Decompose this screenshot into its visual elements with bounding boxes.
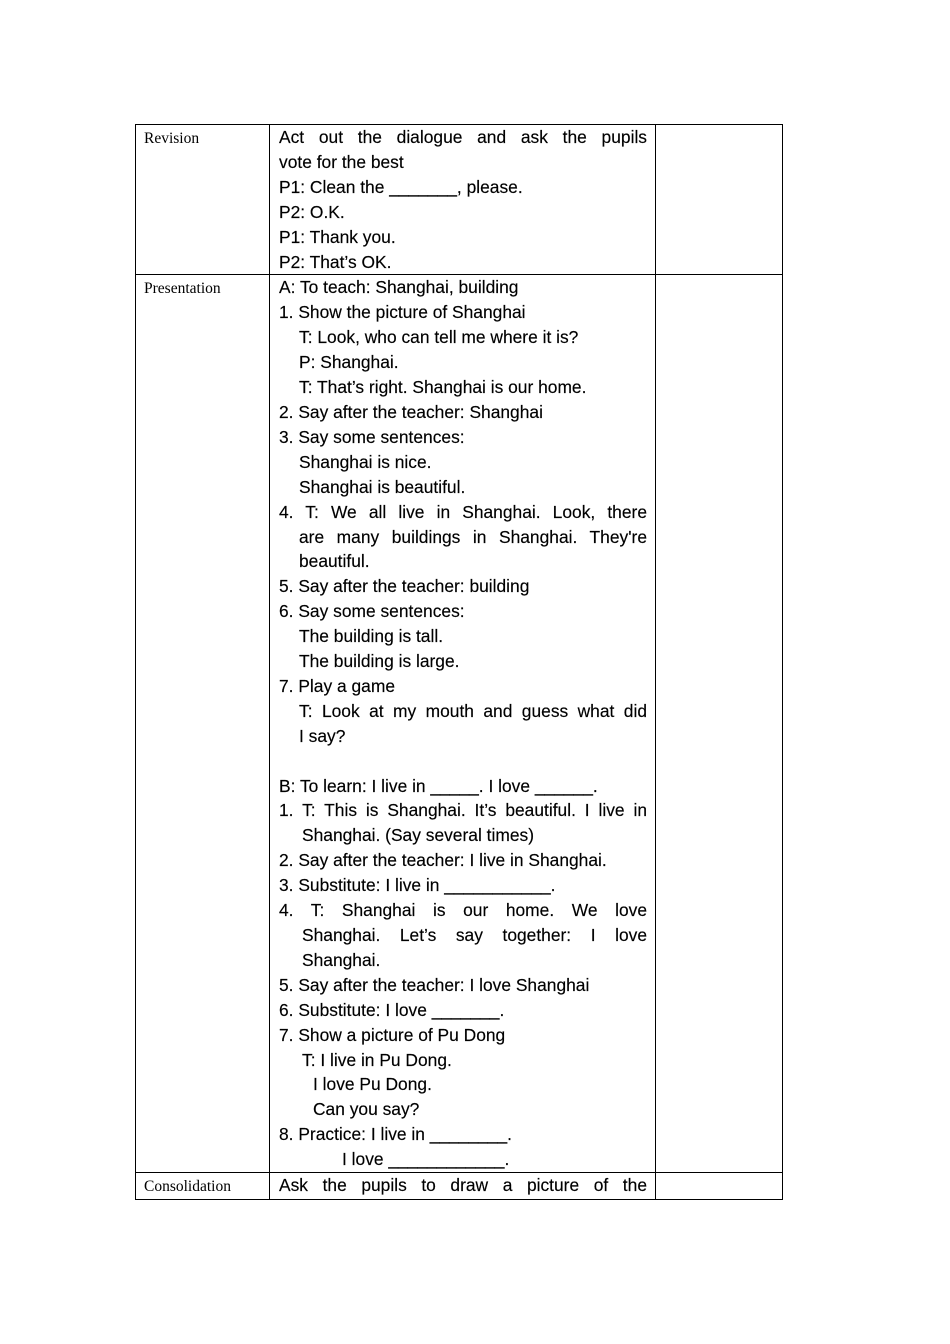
text-line: 2. Say after the teacher: Shanghai [279, 401, 543, 422]
stage-cell [136, 1173, 270, 1200]
text-line: 3. Say some sentences: [279, 426, 465, 447]
text-line: P1: Thank you. [279, 226, 396, 247]
notes-cell [656, 275, 783, 1173]
text-line: 1. T: This is Shanghai. It’s beautiful. I live in [279, 800, 647, 821]
content-cell [270, 125, 656, 275]
text-line: T: Look, who can tell me where it is? [299, 327, 579, 348]
text-line: 7. Show a picture of Pu Dong [279, 1024, 506, 1045]
table-row-revision [136, 125, 783, 275]
text-line: P1: Clean the _______, please. [279, 176, 523, 197]
section-heading: A: To teach: Shanghai, building [279, 277, 519, 298]
text-line: I love ____________. [342, 1149, 510, 1170]
text-line: T: Look at my mouth and guess what did [299, 700, 647, 721]
text-line: I love Pu Dong. [313, 1074, 432, 1095]
text-line: beautiful. [299, 551, 370, 572]
text-line: The building is large. [299, 651, 460, 672]
notes-cell [656, 125, 783, 275]
stage-cell [136, 275, 270, 1173]
stage-label-consolidation: Consolidation [144, 1178, 231, 1196]
text-line: 5. Say after the teacher: building [279, 576, 530, 597]
text-line: P2: That’s OK. [279, 251, 392, 272]
stage-label-revision: Revision [144, 130, 200, 147]
notes-cell [656, 1173, 783, 1200]
stage-label-presentation: Presentation [144, 280, 221, 298]
text-line: I say? [299, 725, 346, 746]
text-line: Ask the pupils to draw a picture of the [279, 1175, 647, 1196]
revision-content [270, 125, 655, 274]
text-line: Shanghai is beautiful. [299, 476, 466, 497]
content-cell [270, 1173, 656, 1200]
text-line: 1. Show the picture of Shanghai [279, 302, 526, 323]
text-line: T: That’s right. Shanghai is our home. [299, 377, 587, 398]
text-line: The building is tall. [299, 626, 444, 647]
text-line: Act out the dialogue and ask the pupils [279, 127, 647, 147]
section-heading: B: To learn: I live in _____. I love ______. [279, 775, 598, 796]
lesson-plan-table [135, 124, 783, 1200]
text-line: 6. Say some sentences: [279, 601, 465, 622]
text-line: 6. Substitute: I love _______. [279, 999, 505, 1020]
text-line: T: I live in Pu Dong. [302, 1049, 452, 1070]
text-line: P2: O.K. [279, 201, 345, 222]
text-line: P: Shanghai. [299, 352, 399, 373]
consolidation-content [270, 1173, 655, 1197]
stage-cell [136, 125, 270, 275]
text-line: 5. Say after the teacher: I love Shanghai [279, 974, 590, 995]
content-cell [270, 275, 656, 1173]
text-line: 8. Practice: I live in ________. [279, 1124, 512, 1145]
text-line: 4. T: We all live in Shanghai. Look, there [279, 501, 647, 522]
blank-line [279, 749, 647, 774]
text-line: Can you say? [313, 1099, 420, 1120]
text-line: are many buildings in Shanghai. They're [299, 526, 647, 547]
text-line: 7. Play a game [279, 675, 396, 696]
text-line: Shanghai. (Say several times) [302, 825, 534, 846]
table-row-presentation [136, 275, 783, 1173]
text-line: Shanghai. Let’s say together: I love [302, 924, 647, 945]
text-line: 3. Substitute: I live in ___________. [279, 875, 556, 896]
table-row-consolidation [136, 1173, 783, 1200]
text-line: Shanghai. [302, 949, 381, 970]
presentation-content [270, 275, 655, 1172]
text-line: 2. Say after the teacher: I live in Shanghai. [279, 850, 607, 871]
text-line: 4. T: Shanghai is our home. We love [279, 900, 647, 921]
text-line: vote for the best [279, 151, 404, 172]
text-line: Shanghai is nice. [299, 451, 432, 472]
